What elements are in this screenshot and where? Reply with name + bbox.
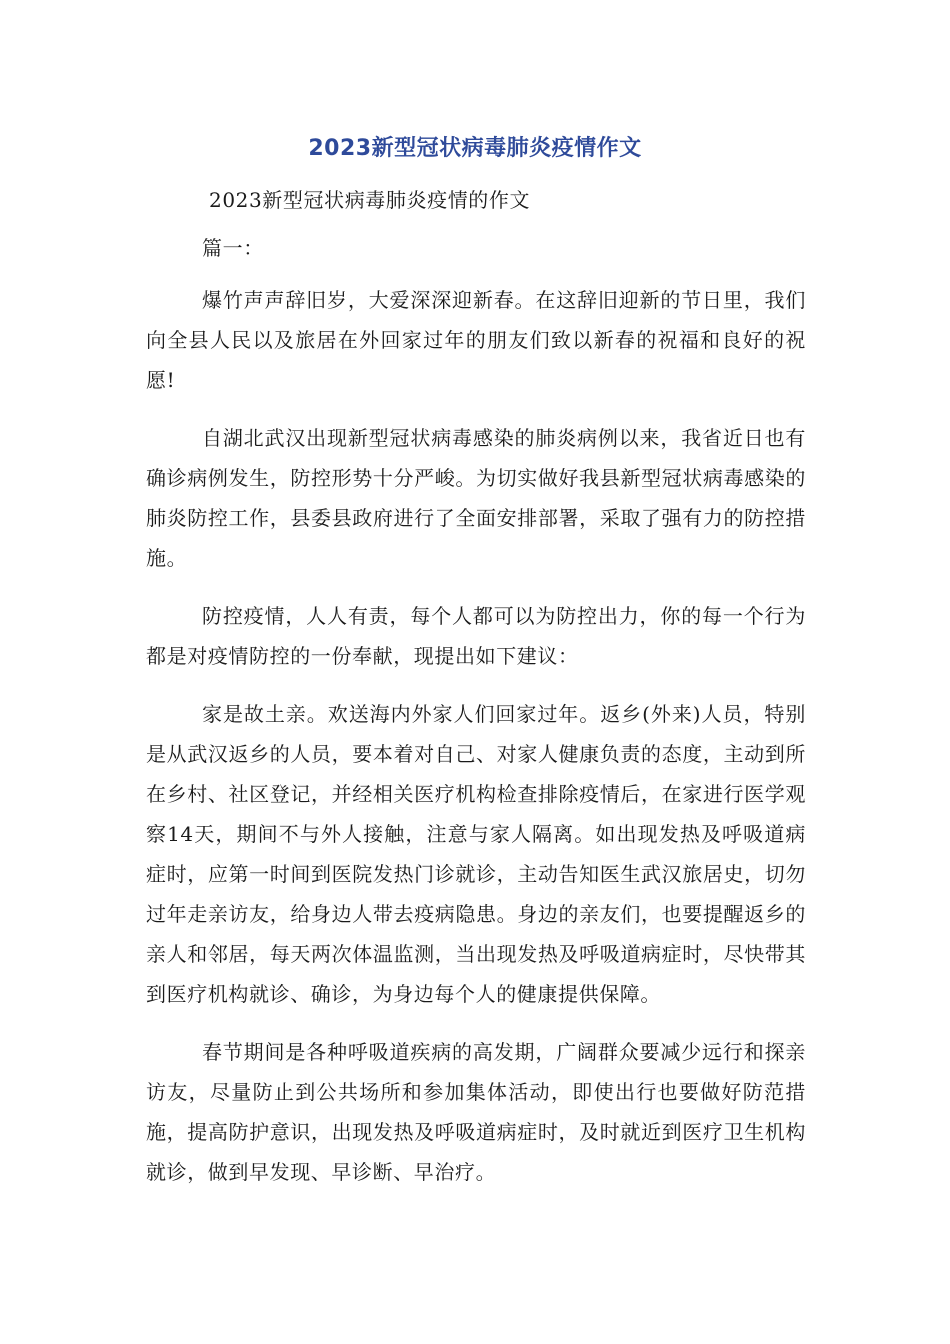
document-subtitle: 2023新型冠状病毒肺炎疫情的作文 xyxy=(209,188,531,212)
paragraph-3: 防控疫情，人人有责，每个人都可以为防控出力，你的每一个行为都是对疫情防控的一份奉献，现提出如下建议： xyxy=(146,604,806,668)
section-label: 篇一： xyxy=(202,236,264,260)
paragraph-4: 家是故土亲。欢送海内外家人们回家过年。返乡(外来)人员，特别是从武汉返乡的人员，要本着对自己、对家人健康负责的态度，主动到所在乡村、社区登记，并经相关医疗机构检查排除疫情后，在家进行医学观察14天，期间不与外人接触，注意与家人隔离。如出现发热及呼吸道病症时，应第一时间到医院发热门诊就诊，主动告知医生武汉旅居史，切勿过年走亲访友，给身边人带去疫病隐患。身边的亲友们，也要提醒返乡的亲人和邻居，每天两次体温监测，当出现发热及呼吸道病症时，尽快带其到医疗机构就诊、确诊，为身边每个人的健康提供保障。 xyxy=(146,702,806,1006)
document-body xyxy=(146,180,806,1210)
paragraph-1: 爆竹声声辞旧岁，大爱深深迎新春。在这辞旧迎新的节日里，我们向全县人民以及旅居在外回家过年的朋友们致以新春的祝福和良好的祝愿! xyxy=(146,288,806,392)
document-title: 2023新型冠状病毒肺炎疫情作文 xyxy=(308,136,642,161)
paragraph-5: 春节期间是各种呼吸道疾病的高发期，广阔群众要减少远行和探亲访友，尽量防止到公共场所和参加集体活动，即使出行也要做好防范措施，提高防护意识，出现发热及呼吸道病症时，及时就近到医疗卫生机构就诊，做到早发现、早诊断、早治疗。 xyxy=(146,1040,806,1184)
paragraph-2: 自湖北武汉出现新型冠状病毒感染的肺炎病例以来，我省近日也有确诊病例发生，防控形势十分严峻。为切实做好我县新型冠状病毒感染的肺炎防控工作，县委县政府进行了全面安排部署，采取了强有力的防控措施。 xyxy=(146,426,806,570)
